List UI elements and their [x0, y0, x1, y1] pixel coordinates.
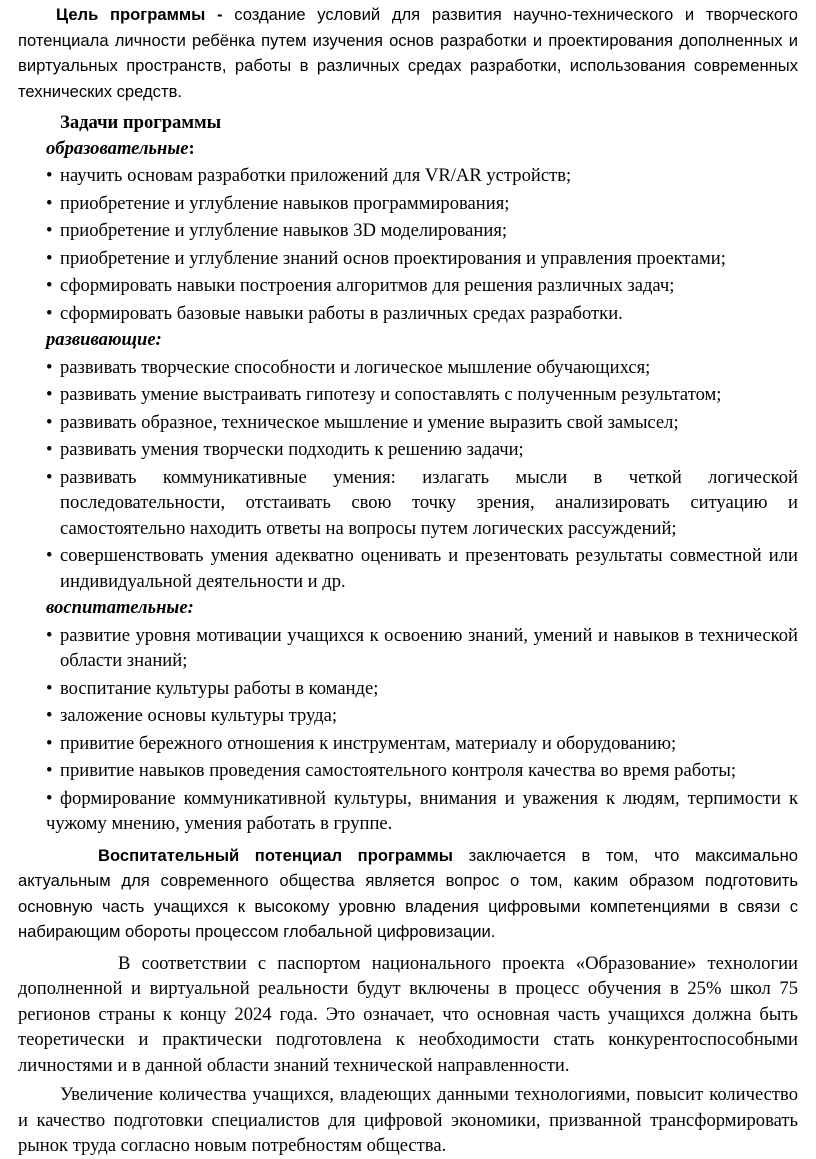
program-goal-paragraph: [18, 2, 798, 104]
increase-paragraph: Увеличение количества учащихся, владеющих данными технологиями, повысит количество и качество подготовки специалистов для цифровой экономики, призванной трансформировать рынок труда согласно новым потребностям общества.: [18, 1084, 798, 1156]
tasks-heading: Задачи программы: [60, 112, 222, 133]
list-item: • сформировать базовые навыки работы в различных средах разработки.: [46, 301, 798, 327]
list-item: • развивать коммуникативные умения: излагать мысли в четкой логической последовательности, отстаивать свою точку зрения, анализировать ситуацию и самостоятельно находить ответы на вопросы путем логических рассуждений;: [46, 465, 798, 542]
educational-heading: образовательные:: [46, 137, 195, 159]
list-item: • привитие навыков проведения самостоятельного контроля качества во время работы;: [46, 758, 798, 784]
developmental-list: [46, 355, 798, 595]
program-goal-label: Цель программы -: [56, 5, 235, 24]
potential-paragraph: [18, 843, 798, 945]
list-item: • развивать умение выстраивать гипотезу и сопоставлять с полученным результатом;: [46, 382, 798, 408]
list-item: • совершенствовать умения адекватно оценивать и презентовать результаты совместной или индивидуальной деятельности и др.: [46, 543, 798, 594]
list-item: • развивать образное, техническое мышление и умение выразить свой замысел;: [46, 410, 798, 436]
potential-label: Воспитательный потенциал программы: [98, 845, 453, 865]
document-page: [18, 2, 798, 1159]
program-goal-text: создание условий для развития научно-технического и творческого потенциала личности ребёнка путем изучения основ разработки и проектирования дополненных и виртуальных пространств, работы в различных средах разработки, использования современных технических средств.: [18, 5, 798, 101]
national-project-paragraph: В соответствии с паспортом национального проекта «Образование» технологии дополненной и виртуальной реальности будут включены в процесс обучения в 25% школ 75 регионов страны к концу 2024 года. Это означает, что основная часть учащихся должна быть теоретически и практически подготовлена к необходимости стать конкурентоспособными личностями и в данной области знаний технической направленности.: [18, 952, 798, 1076]
list-item: • развивать творческие способности и логическое мышление обучающихся;: [46, 355, 798, 381]
list-item: • приобретение и углубление навыков 3D моделирования;: [46, 218, 798, 244]
list-item: • развивать умения творчески подходить к решению задачи;: [46, 437, 798, 463]
developmental-heading: развивающие:: [46, 329, 162, 350]
upbringing-heading: воспитательные:: [46, 597, 194, 618]
list-item: • сформировать навыки построения алгоритмов для решения различных задач;: [46, 273, 798, 299]
list-item: • приобретение и углубление знаний основ проектирования и управления проектами;: [46, 246, 798, 272]
educational-list: [46, 163, 798, 326]
upbringing-last-item: [46, 786, 798, 837]
potential-text: заключается в том, что максимально актуальным для современного общества является вопрос о том, каким образом подготовить основную часть учащихся к высокому уровню владения цифровыми компетенциями в связи с набирающим обороты процессом глобальной цифровизации.: [18, 845, 798, 941]
educational-label: образовательные: [46, 137, 189, 159]
list-item: • заложение основы культуры труда;: [46, 703, 798, 729]
list-item: • приобретение и углубление навыков программирования;: [46, 191, 798, 217]
list-item: • научить основам разработки приложений для VR/AR устройств;: [46, 163, 798, 189]
upbringing-list: [46, 623, 798, 784]
upbringing-last-item-text: формирование коммуникативной культуры, внимания и уважения к людям, терпимости к чужому мнению, умения работать в группе.: [46, 787, 798, 834]
list-item: • воспитание культуры работы в команде;: [46, 676, 798, 702]
list-item: • развитие уровня мотивации учащихся к освоению знаний, умений и навыков в технической области знаний;: [46, 623, 798, 674]
list-item: • привитие бережного отношения к инструментам, материалу и оборудованию;: [46, 731, 798, 757]
bullet-icon: •: [46, 787, 53, 809]
